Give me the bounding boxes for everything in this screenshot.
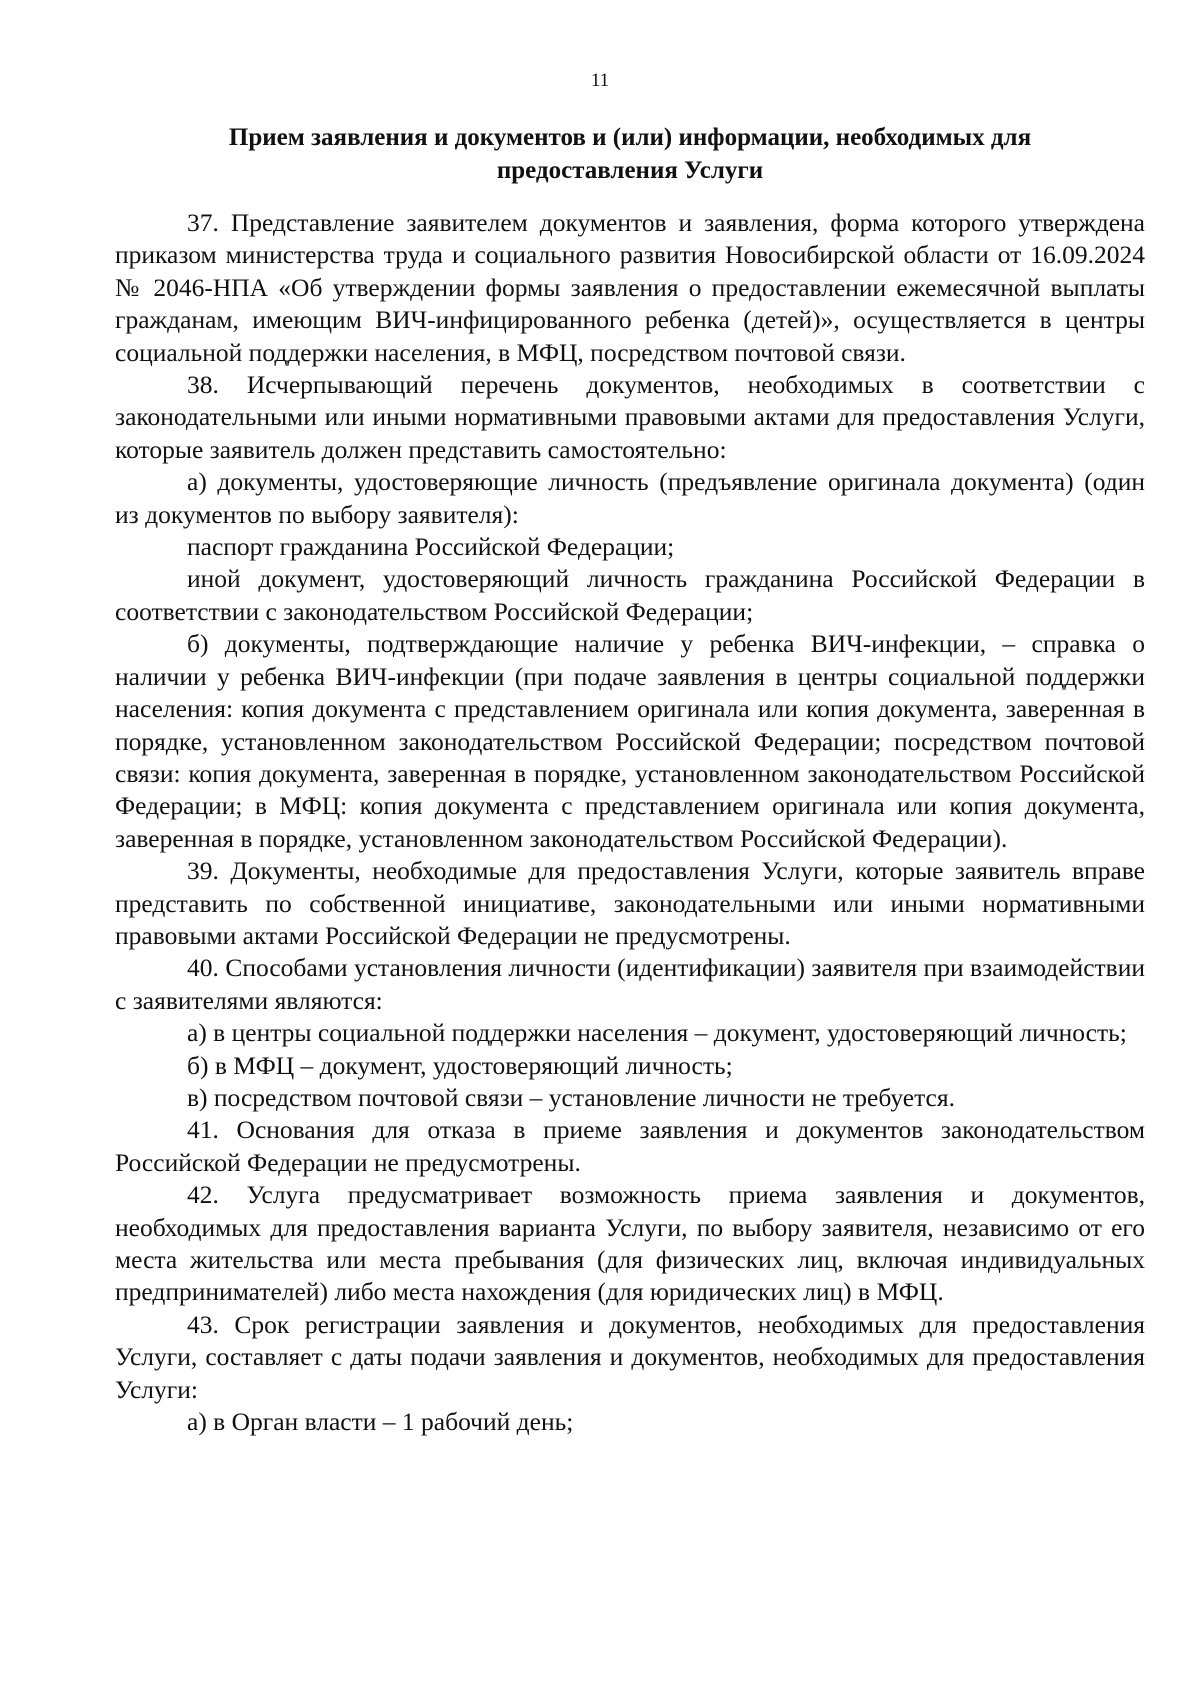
section-heading	[115, 121, 1145, 187]
page-number: 11	[590, 70, 610, 91]
section-heading-line-1: Прием заявления и документов и (или) информации, необходимых для	[228, 124, 1032, 151]
paragraph-43-a: а) в Орган власти – 1 рабочий день;	[187, 1407, 574, 1437]
paragraph-38-a: а) документы, удостоверяющие личность (предъявление оригинала документа) (один из документов по выбору заявителя):	[115, 467, 1145, 529]
paragraph-38-a-passport: паспорт гражданина Российской Федерации;	[187, 532, 675, 562]
paragraph-38: 38. Исчерпывающий перечень документов, необходимых в соответствии с законодательными или иными нормативными правовыми актами для предоставления Услуги, которые заявитель должен представить самостоятельно:	[115, 370, 1145, 464]
paragraph-43: 43. Срок регистрации заявления и документов, необходимых для предоставления Услуги, составляет с даты подачи заявления и документов, необходимых для предоставления Услуги:	[115, 1309, 1145, 1404]
paragraph-37: 37. Представление заявителем документов и заявления, форма которого утверждена приказом министерства труда и социального развития Новосибирской области от 16.09.2024 № 2046-НПА «Об утверждении формы заявления о предоставлении ежемесячной выплаты гражданам, имеющим ВИЧ-инфицированного ребенка (детей)», осуществляется в центры социальной поддержки населения, в МФЦ, посредством почтовой связи.	[115, 208, 1145, 367]
paragraph-39: 39. Документы, необходимые для предоставления Услуги, которые заявитель вправе представить по собственной инициативе, законодательными или иными нормативными правовыми актами Российской Федерации не предусмотрены.	[115, 856, 1145, 950]
paragraph-38-b: б) документы, подтверждающие наличие у ребенка ВИЧ-инфекции, – справка о наличии у ребенка ВИЧ-инфекции (при подаче заявления в центры социальной поддержки населения: копия документа с представлением оригинала или копия документа, заверенная в порядке, установленном законодательством Российской Федерации; посредством почтовой связи: копия документа, заверенная в порядке, установленном законодательством Российской Федерации; в МФЦ: копия документа с представлением оригинала или копия документа, заверенная в порядке, установленном законодательством Российской Федерации).	[115, 629, 1145, 853]
paragraph-40: 40. Способами установления личности (идентификации) заявителя при взаимодействии с заявителями являются:	[115, 953, 1145, 1015]
paragraph-40-c: в) посредством почтовой связи – установление личности не требуется.	[187, 1082, 955, 1112]
paragraph-42: 42. Услуга предусматривает возможность приема заявления и документов, необходимых для предоставления варианта Услуги, по выбору заявителя, независимо от его места жительства или места пребывания (для физических лиц, включая индивидуальных предпринимателей) либо места нахождения (для юридических лиц) в МФЦ.	[115, 1180, 1145, 1307]
document-body	[115, 207, 1145, 1438]
section-heading-line-2: предоставления Услуги	[496, 157, 764, 184]
paragraph-38-a-other-document: иной документ, удостоверяющий личность гражданина Российской Федерации в соответствии с законодательством Российской Федерации;	[115, 564, 1145, 626]
paragraph-40-a: а) в центры социальной поддержки населения – документ, удостоверяющий личность;	[187, 1018, 1127, 1048]
paragraph-41: 41. Основания для отказа в приеме заявления и документов законодательством Российской Федерации не предусмотрены.	[115, 1115, 1145, 1177]
paragraph-40-b: б) в МФЦ – документ, удостоверяющий личность;	[187, 1050, 733, 1080]
